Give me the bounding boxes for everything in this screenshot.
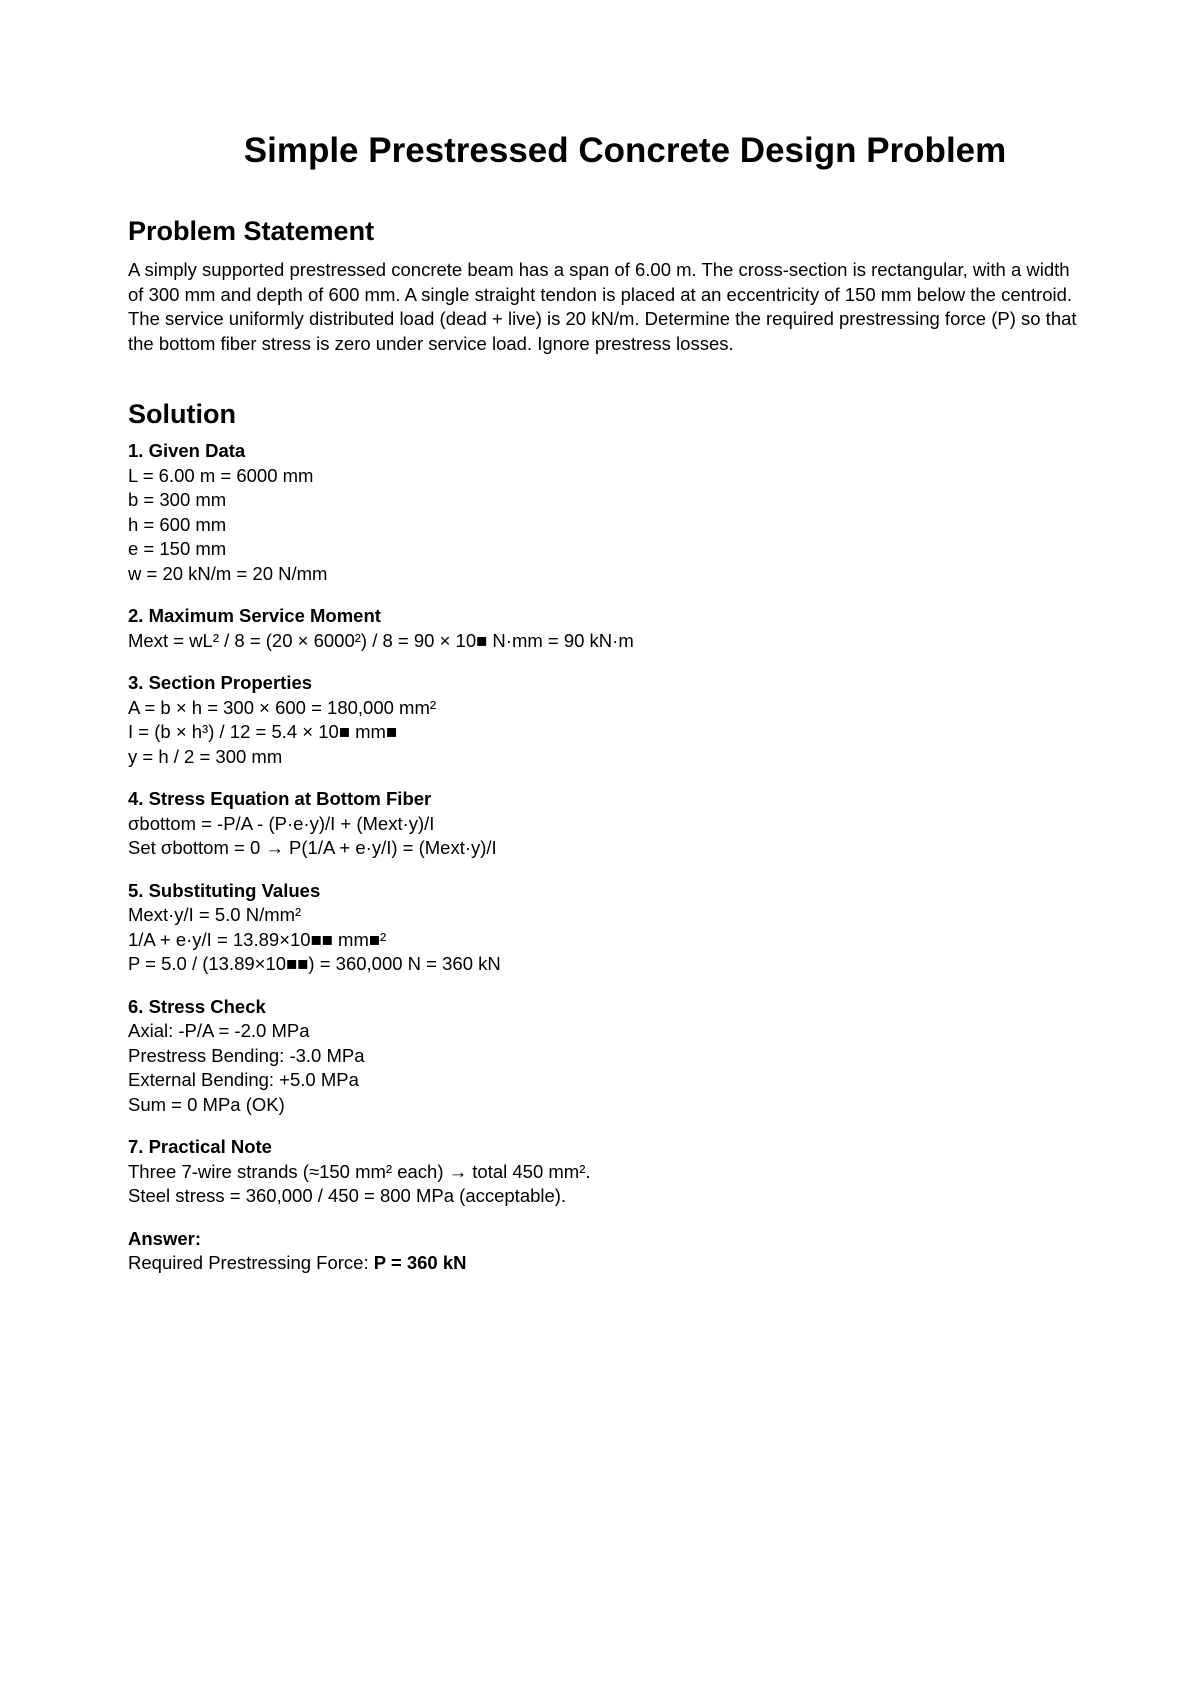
step-line: e = 150 mm <box>128 538 227 559</box>
step-line: Set σbottom = 0 → P(1/A + e·y/I) = (Mext·y)/I <box>128 837 497 858</box>
step-line: b = 300 mm <box>128 489 227 510</box>
step-line: Sum = 0 MPa (OK) <box>128 1093 285 1115</box>
step-title: 3. Section Properties <box>128 672 313 693</box>
step-line: Prestress Bending: -3.0 MPa <box>128 1044 365 1066</box>
solution-step <box>128 1135 1088 1209</box>
step-title: 1. Given Data <box>128 440 246 461</box>
step-line: w = 20 kN/m = 20 N/mm <box>128 562 328 584</box>
step-title: 5. Substituting Values <box>128 879 321 901</box>
step-line: P = 5.0 / (13.89×10■■) = 360,000 N = 360 kN <box>128 953 501 974</box>
step-line: A = b × h = 300 × 600 = 180,000 mm² <box>128 696 437 718</box>
solution-step <box>128 439 1088 586</box>
step-line: External Bending: +5.0 MPa <box>128 1069 359 1090</box>
step-line: Axial: -P/A = -2.0 MPa <box>128 1020 310 1041</box>
step-line: h = 600 mm <box>128 513 227 535</box>
step-line: σbottom = -P/A - (P·e·y)/I + (Mext·y)/I <box>128 812 435 834</box>
step-title: 2. Maximum Service Moment <box>128 605 381 626</box>
step-line: y = h / 2 = 300 mm <box>128 745 283 767</box>
step-title: 6. Stress Check <box>128 995 266 1017</box>
answer-label: Answer: <box>128 1227 201 1249</box>
step-line: L = 6.00 m = 6000 mm <box>128 464 314 486</box>
solution-step <box>128 604 1088 653</box>
problem-statement-text: A simply supported prestressed concrete beam has a span of 6.00 m. The cross-section is rectangular, with a width of 300 mm and depth of 600 mm. A single straight tendon is placed at an eccentricity of 150 mm below the centroid. The service uniformly distributed load (dead + live) is 20 kN/m. Determine the required prestressing force (P) so that the bottom fiber stress is zero under service load. Ignore prestress losses. <box>128 259 1077 354</box>
document-title: Simple Prestressed Concrete Design Problem <box>243 131 1007 170</box>
step-line: Mext·y/I = 5.0 N/mm² <box>128 904 302 925</box>
solution-step <box>128 671 1088 769</box>
solution-step <box>128 879 1088 977</box>
answer-prefix: Required Prestressing Force: <box>128 1252 374 1273</box>
answer-line <box>128 1251 1088 1276</box>
solution-steps <box>128 439 1088 1209</box>
step-line: Mext = wL² / 8 = (20 × 6000²) / 8 = 90 × 10■ N·mm = 90 kN·m <box>128 629 634 651</box>
step-title: 4. Stress Equation at Bottom Fiber <box>128 788 432 809</box>
step-line: 1/A + e·y/I = 13.89×10■■ mm■² <box>128 928 387 950</box>
solution-heading: Solution <box>128 399 236 429</box>
step-line: I = (b × h³) / 12 = 5.4 × 10■ mm■ <box>128 721 398 742</box>
step-title: 7. Practical Note <box>128 1136 272 1157</box>
step-line: Three 7-wire strands (≈150 mm² each) → total 450 mm². <box>128 1160 591 1182</box>
document-page <box>128 128 1088 1276</box>
answer-block <box>128 1227 1088 1276</box>
solution-step <box>128 995 1088 1118</box>
step-line: Steel stress = 360,000 / 450 = 800 MPa (acceptable). <box>128 1185 567 1206</box>
answer-value: P = 360 kN <box>373 1252 467 1273</box>
problem-statement-heading: Problem Statement <box>128 216 375 246</box>
solution-step <box>128 787 1088 861</box>
